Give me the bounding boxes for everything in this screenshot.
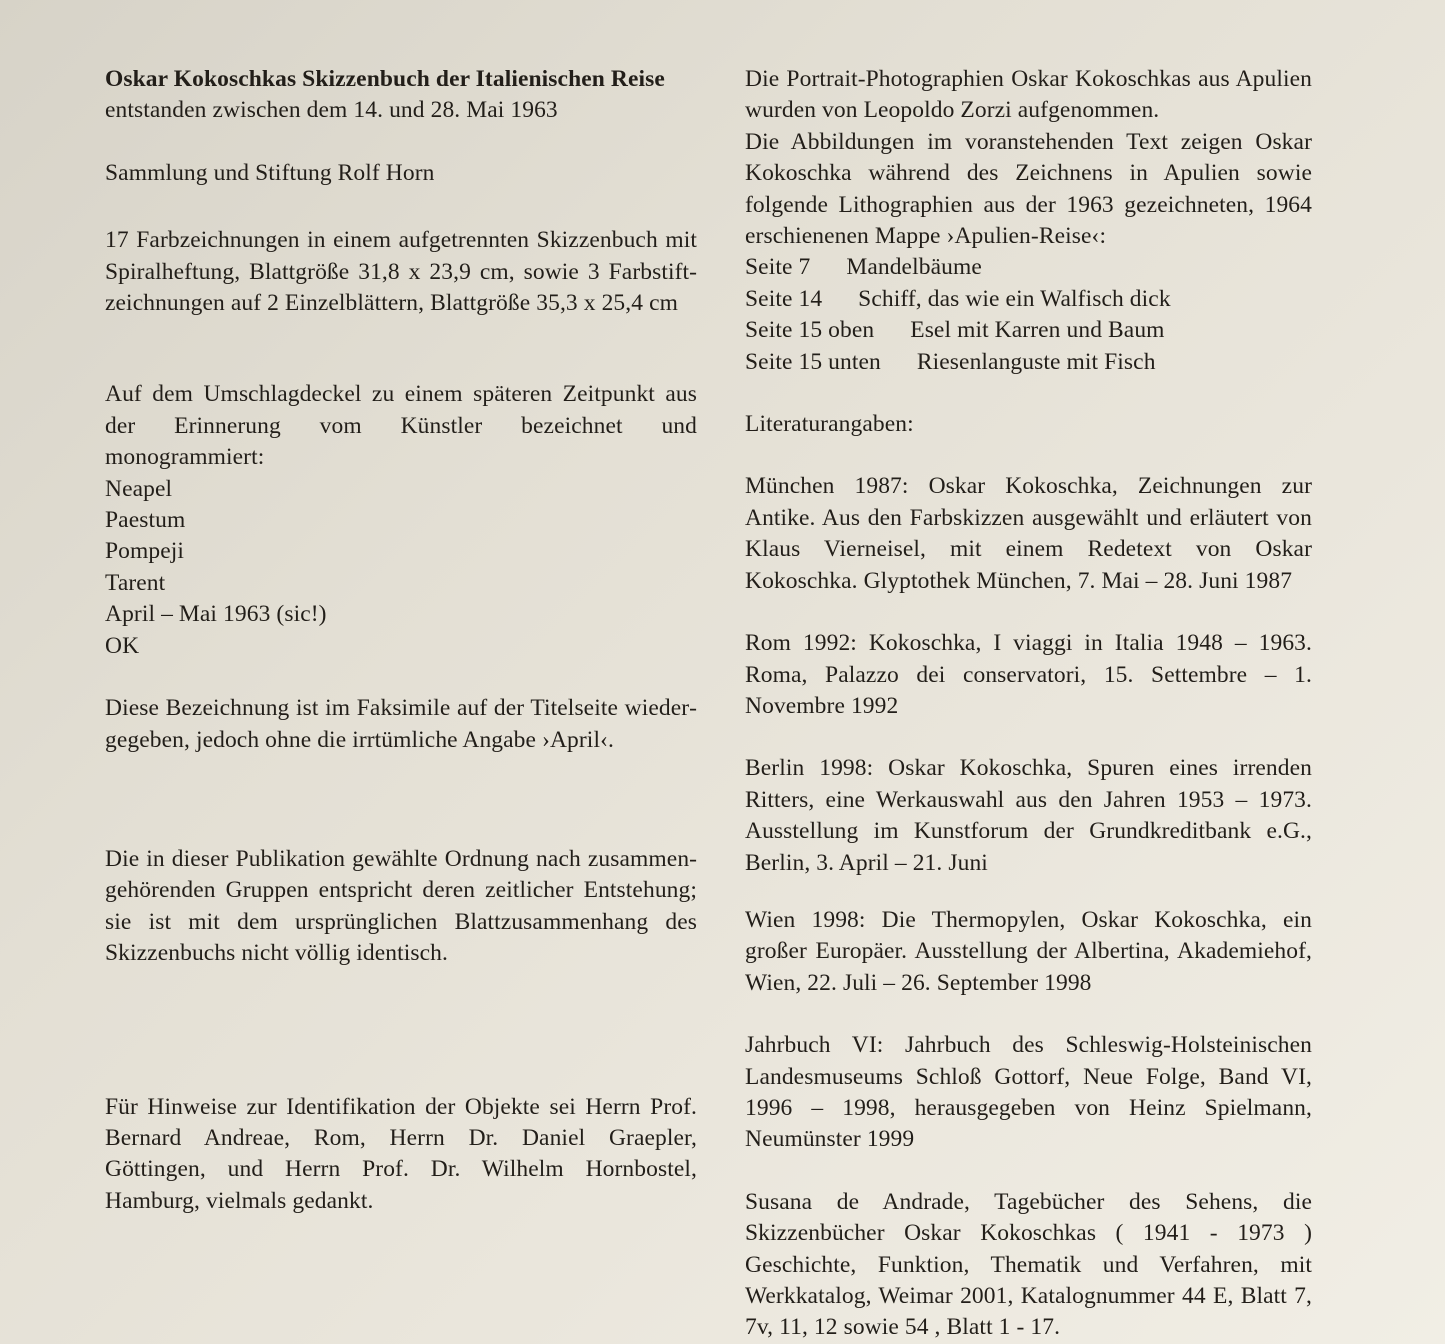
literature-entry: München 1987: Oskar Kokoschka, Zeichnungen zur Antike. Aus den Farbskizzen ausgewählt und erläutert von Klaus Vierneisel, mit einem Redetext von Oskar Kokoschka. Glyptothek München, 7. Mai – 28. Juni 1987 <box>745 473 1312 594</box>
collection-line: Sammlung und Stiftung Rolf Horn <box>105 159 435 186</box>
literature-entry: Susana de Andrade, Tagebücher des Sehens, die Skizzenbücher Oskar Kokoschkas ( 1941 - 1973 ) Geschichte, Funktion, Thematik und Verfahren, mit Werkkatalog, Weimar 2001, Katalognummer 44 E, Blatt 7, 7v, 11, 12 sowie 54 , Blatt 1 - 17. <box>745 1188 1312 1341</box>
plate-item <box>745 347 1312 378</box>
inscription-intro: Auf dem Umschlagdeckel zu einem späteren Zeitpunkt aus der Erinnerung vom Künstler bezeichnet und monogrammiert: <box>105 381 697 471</box>
literature-heading: Literaturangaben: <box>745 411 914 438</box>
literature-entry: Rom 1992: Kokoschka, I viaggi in Italia 1948 – 1963. Roma, Palazzo dei conservatori, 15. Settembre – 1. Novembre 1992 <box>745 630 1312 719</box>
plate-page: Seite 7 <box>745 254 811 281</box>
plate-item <box>745 284 1312 315</box>
page-subtitle: entstanden zwischen dem 14. und 28. Mai 1963 <box>105 97 558 124</box>
inscription-line: April – Mai 1963 (sic!) <box>105 601 327 628</box>
plate-item <box>745 315 1312 346</box>
illustrations-intro: Die Abbildungen im voranstehenden Text zeigen Oskar Kokoschka während des Zeichnens in Apulien sowie folgende Lithographien aus der 1963 gezeichneten, 1964 erschienenen Mappe ›Apulien-Reise‹: <box>745 128 1312 250</box>
ordering-note: Die in dieser Publikation gewählte Ordnung nach zusammengehörenden Gruppen entspricht deren zeitlicher Entstehung; sie ist mit dem ursprünglichen Blattzusammenhang des Skizzenbuchs nicht völlig identisch. <box>105 845 697 967</box>
literature-entry: Jahrbuch VI: Jahrbuch des Schleswig-Holsteinischen Landesmuseums Schloß Gottorf, Neue Folge, Band VI, 1996 – 1998, herausgegeben von Heinz Spielmann, Neumünster 1999 <box>745 1032 1312 1153</box>
left-column <box>105 64 697 1217</box>
inscription-list <box>105 474 697 662</box>
literature-entry: Wien 1998: Die Thermopylen, Oskar Kokoschka, ein großer Europäer. Ausstellung der Albertina, Akademiehof, Wien, 22. Juli – 26. September 1998 <box>745 906 1312 996</box>
plate-title: Esel mit Karren und Baum <box>910 317 1165 344</box>
plate-title: Mandelbäume <box>846 254 982 281</box>
plate-title: Schiff, das wie ein Walfisch dick <box>858 285 1171 312</box>
acknowledgement: Für Hinweise zur Identifikation der Objekte sei Herrn Prof. Bernard Andreae, Rom, Herrn Dr. Daniel Graepler, Göttingen, und Herrn Prof. Dr. Wilhelm Hornbostel, Hamburg, vielmals gedankt. <box>105 1093 697 1214</box>
plate-title: Riesenlanguste mit Fisch <box>916 348 1156 375</box>
inscription-line: Paestum <box>105 507 186 534</box>
facsimile-note: Diese Bezeichnung ist im Faksimile auf der Titelseite wiedergegeben, jedoch ohne die irrtümliche Angabe ›April‹. <box>105 695 697 753</box>
plate-item <box>745 252 1312 283</box>
photo-credit: Die Portrait-Photographien Oskar Kokoschkas aus Apulien wurden von Leopoldo Zorzi aufgenommen. <box>745 66 1312 124</box>
page-title: Oskar Kokoschkas Skizzenbuch der Italienischen Reise <box>105 66 665 92</box>
inscription-line: Neapel <box>105 475 173 502</box>
plate-list <box>745 252 1312 378</box>
right-column <box>745 64 1312 1344</box>
inscription-line: Pompeji <box>105 538 185 565</box>
literature-entry: Berlin 1998: Oskar Kokoschka, Spuren eines irrenden Ritters, eine Werkauswahl aus den Jahren 1953 – 1973. Ausstellung im Kunstforum der Grundkreditbank e.G., Berlin, 3. April – 21. Juni <box>745 755 1312 876</box>
inscription-line: OK <box>105 632 140 659</box>
object-description: 17 Farbzeichnungen in einem aufgetrennten Skizzenbuch mit Spiralheftung, Blattgröße 31,8 x 23,9 cm, sowie 3 Farbstiftzeichnungen auf 2 Einzelblättern, Blattgröße 35,3 x 25,4 cm <box>105 227 697 317</box>
plate-page: Seite 15 unten <box>745 348 881 375</box>
plate-page: Seite 15 oben <box>745 317 875 344</box>
plate-page: Seite 14 <box>745 285 823 312</box>
inscription-line: Tarent <box>105 569 166 596</box>
